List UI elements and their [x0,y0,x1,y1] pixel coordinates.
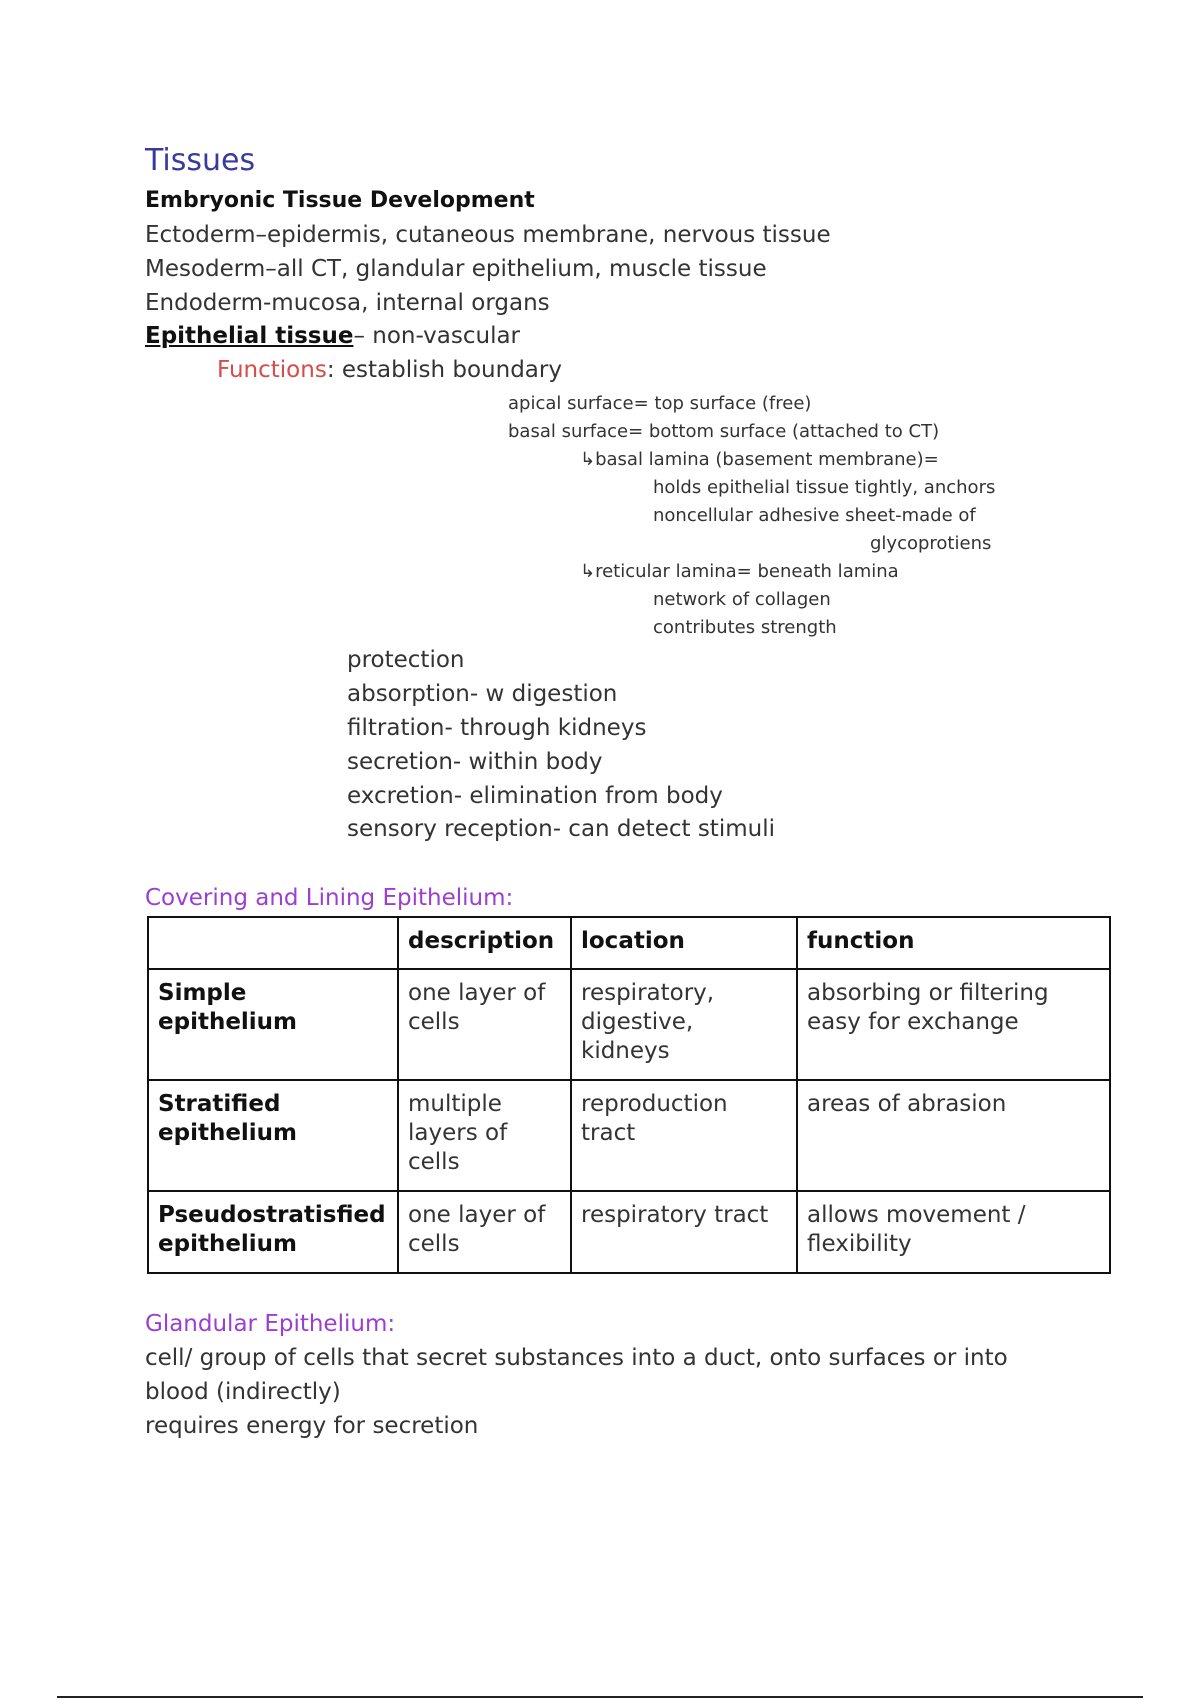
table-row [148,1080,1110,1191]
table-cell: respiratory, digestive, kidneys [571,969,797,1080]
table-cell: allows movement / flexibility [797,1191,1110,1273]
table-row-label: Pseudostratisfied epithelium [148,1191,398,1273]
table-row-label: Stratified epithelium [148,1080,398,1191]
embryonic-heading: Embryonic Tissue Development [145,188,535,213]
note-collagen: network of collagen [653,589,831,610]
table-header-cell: location [571,917,797,969]
table-cell: one layer of cells [398,1191,571,1273]
table-cell: areas of abrasion [797,1080,1110,1191]
note-holds: holds epithelial tissue tightly, anchors [653,477,996,498]
note-basal: basal surface= bottom surface (attached to CT) [508,421,940,442]
table-cell: multiple layers of cells [398,1080,571,1191]
table-cell: respiratory tract [571,1191,797,1273]
functions-line [217,357,562,383]
embryonic-line-ectoderm: Ectoderm–epidermis, cutaneous membrane, nervous tissue [145,222,831,248]
glandular-line: cell/ group of cells that secret substances into a duct, onto surfaces or into [145,1345,1008,1371]
table-header-cell [148,917,398,969]
note-basal-lamina: ↳basal lamina (basement membrane)= [580,449,939,470]
covering-heading: Covering and Lining Epithelium: [145,885,514,911]
glandular-line: blood (indirectly) [145,1379,341,1405]
embryonic-line-mesoderm: Mesoderm–all CT, glandular epithelium, muscle tissue [145,256,767,282]
glandular-heading: Glandular Epithelium: [145,1311,396,1337]
epithelial-tissue-rest: – non-vascular [353,323,521,349]
function-absorption: absorption- w digestion [347,681,618,707]
page-title: Tissues [145,143,256,178]
note-strength: contributes strength [653,617,837,638]
function-excretion: excretion- elimination from body [347,783,723,809]
table-row [148,969,1110,1080]
embryonic-line-endoderm: Endoderm-mucosa, internal organs [145,290,550,316]
table-row-label: Simple epithelium [148,969,398,1080]
function-filtration: filtration- through kidneys [347,715,647,741]
table-header-cell: description [398,917,571,969]
function-secretion: secretion- within body [347,749,603,775]
note-noncellular: noncellular adhesive sheet-made of [653,505,976,526]
functions-label: Functions [217,357,327,383]
note-glycoproteins: glycoprotiens [870,533,992,554]
table-header-cell: function [797,917,1110,969]
page-bottom-rule [57,1696,1143,1698]
table-row [148,1191,1110,1273]
functions-rest: : establish boundary [326,357,562,383]
table-header-row [148,917,1110,969]
note-apical: apical surface= top surface (free) [508,393,812,414]
table-cell: one layer of cells [398,969,571,1080]
note-reticular-lamina: ↳reticular lamina= beneath lamina [580,561,899,582]
covering-table [147,916,1111,1274]
epithelial-tissue-term: Epithelial tissue [145,323,354,349]
function-protection: protection [347,647,465,673]
table-cell: reproduction tract [571,1080,797,1191]
glandular-line: requires energy for secretion [145,1413,479,1439]
table-cell: absorbing or filtering easy for exchange [797,969,1110,1080]
epithelial-tissue-line [145,323,520,349]
function-sensory: sensory reception- can detect stimuli [347,816,775,842]
